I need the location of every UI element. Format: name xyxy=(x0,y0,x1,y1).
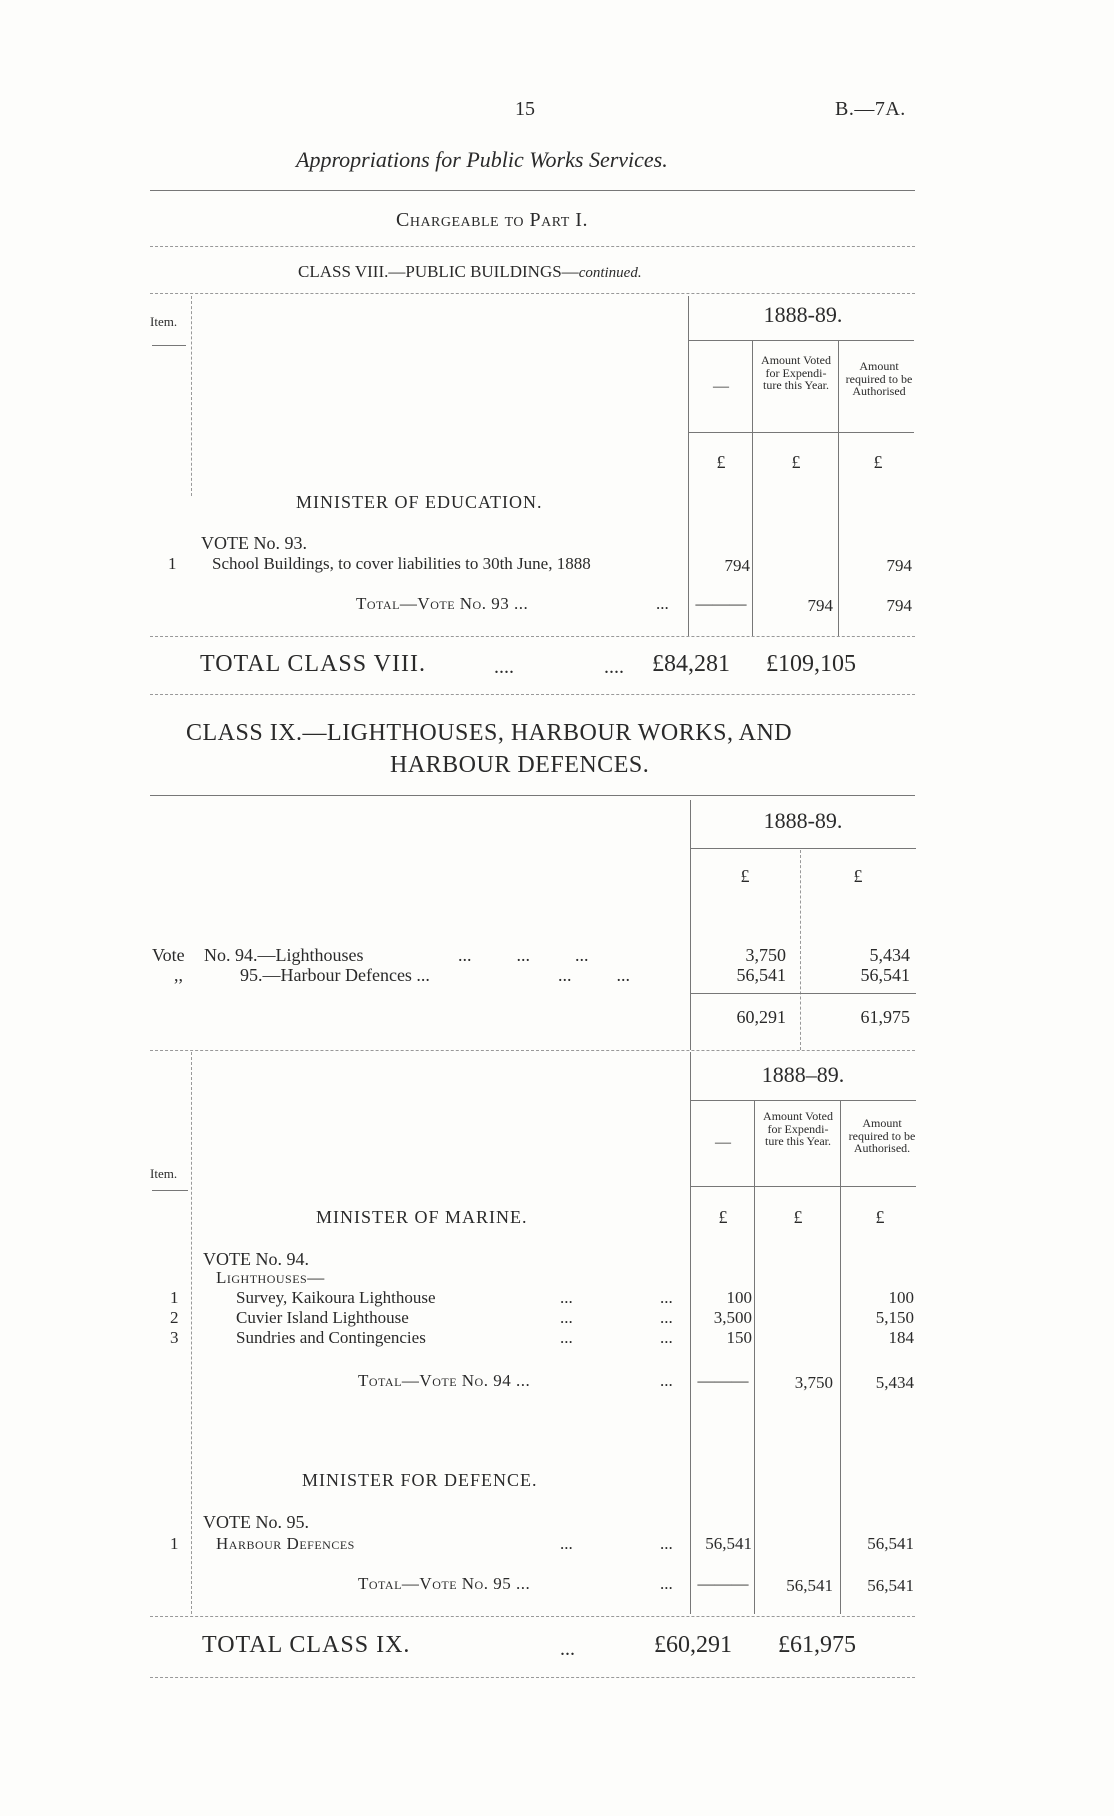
year-header: 1888-89. xyxy=(763,302,843,327)
summary-total-voted: 60,291 xyxy=(736,1007,786,1027)
voted-total: 56,541 xyxy=(786,1576,833,1595)
vote-prefix: Vote xyxy=(152,945,185,965)
divider xyxy=(690,848,916,849)
dash-column-value: 3,500 xyxy=(713,1308,752,1327)
minister-heading: MINISTER FOR DEFENCE. xyxy=(302,1470,538,1490)
vote-label: VOTE No. 94. xyxy=(203,1249,309,1269)
class-viii-total-label: TOTAL CLASS VIII. xyxy=(200,651,426,677)
required-value: 100 xyxy=(888,1288,914,1307)
leader-dots: ... xyxy=(660,1371,673,1390)
column-rule xyxy=(191,296,192,496)
year-header: 1888-89. xyxy=(763,808,843,833)
leader-dots: ... xyxy=(660,1288,673,1307)
column-rule xyxy=(752,340,753,636)
required-column-header: Amount required to be Authorised xyxy=(845,359,913,398)
dash-column-total: ——— xyxy=(697,1371,749,1390)
vote-description: 95.—Harbour Defences ... xyxy=(240,965,430,985)
required-value: 56,541 xyxy=(867,1534,914,1553)
column-rule xyxy=(754,1100,755,1614)
pound-sign: £ xyxy=(740,866,750,886)
vote-amount-required: 56,541 xyxy=(860,965,910,985)
continued-label: continued. xyxy=(578,265,642,281)
vote-label: VOTE No. 95. xyxy=(203,1512,309,1532)
dash-column-value: 150 xyxy=(726,1328,752,1347)
pound-sign: £ xyxy=(791,452,801,472)
document-reference: B.—7A. xyxy=(835,98,906,120)
dash-column-header: — xyxy=(715,1134,731,1151)
item-number: 2 xyxy=(170,1308,179,1327)
vote-total-label: Total—Vote No. 94 ... xyxy=(358,1371,531,1390)
divider xyxy=(690,993,916,994)
column-rule xyxy=(838,340,839,636)
divider xyxy=(150,293,915,294)
divider xyxy=(150,1677,915,1678)
item-description: Cuvier Island Lighthouse xyxy=(236,1308,409,1327)
item-number: 1 xyxy=(168,554,177,573)
leader-dots: ... xyxy=(560,1328,573,1347)
class-ix-total-voted: £60,291 xyxy=(654,1632,732,1658)
leader-dots: .... xyxy=(604,656,624,678)
vote-total-label: Total—Vote No. 95 ... xyxy=(358,1574,531,1593)
pound-sign: £ xyxy=(853,866,863,886)
class-viii-heading xyxy=(298,262,642,282)
voted-column-header: Amount Voted for Expendi- ture this Year. xyxy=(763,1109,833,1148)
chargeable-heading: Chargeable to Part I. xyxy=(396,209,588,231)
required-total: 5,434 xyxy=(875,1373,914,1392)
vote-amount-voted: 56,541 xyxy=(736,965,786,985)
required-value: 184 xyxy=(888,1328,914,1347)
vote-total-label: Total—Vote No. 93 ... xyxy=(356,594,529,613)
item-description: Harbour Defences xyxy=(216,1534,355,1553)
pound-sign: £ xyxy=(793,1207,803,1227)
divider xyxy=(150,1616,915,1617)
required-total: 794 xyxy=(886,596,912,615)
required-value: 794 xyxy=(886,556,912,575)
divider xyxy=(688,340,914,341)
required-column-header: Amount required to be Authorised. xyxy=(848,1116,916,1155)
item-column-header: Item. xyxy=(150,1166,178,1181)
required-value: 5,150 xyxy=(875,1308,914,1327)
pound-sign: £ xyxy=(873,452,883,472)
page-number: 15 xyxy=(515,98,535,120)
divider xyxy=(150,1050,915,1051)
item-number: 1 xyxy=(170,1288,179,1307)
divider xyxy=(690,1100,916,1101)
leader-dots: ... ... xyxy=(558,965,630,985)
item-number: 3 xyxy=(170,1328,179,1347)
item-description: Sundries and Contingencies xyxy=(236,1328,426,1347)
year-header: 1888–89. xyxy=(761,1062,845,1087)
class-ix-heading: CLASS IX.—LIGHTHOUSES, HARBOUR WORKS, AND xyxy=(186,720,793,746)
divider xyxy=(690,1186,916,1187)
divider xyxy=(688,432,914,433)
leader-dots: ... xyxy=(560,1308,573,1327)
leader-dots: ... xyxy=(560,1638,575,1660)
dash-column-value: 100 xyxy=(726,1288,752,1307)
column-rule xyxy=(690,800,691,1050)
divider xyxy=(152,1190,188,1191)
minister-heading: MINISTER OF EDUCATION. xyxy=(296,492,543,512)
divider xyxy=(150,795,915,796)
dash-column-value: 56,541 xyxy=(705,1534,752,1553)
class-ix-total-required: £61,975 xyxy=(778,1632,856,1658)
vote-prefix: ,, xyxy=(174,965,183,985)
divider xyxy=(150,694,915,695)
divider xyxy=(152,345,186,346)
class-ix-heading-line2: HARBOUR DEFENCES. xyxy=(390,752,650,778)
column-rule xyxy=(840,1100,841,1614)
leader-dots: ... xyxy=(560,1534,573,1553)
leader-dots: .... xyxy=(494,656,514,678)
class-ix-total-label: TOTAL CLASS IX. xyxy=(202,1632,411,1658)
leader-dots: ... xyxy=(660,1574,673,1593)
item-description: Survey, Kaikoura Lighthouse xyxy=(236,1288,436,1307)
divider xyxy=(150,636,915,637)
column-rule xyxy=(800,850,801,1050)
class-viii-total-voted: £84,281 xyxy=(652,651,730,677)
page-title: Appropriations for Public Works Services. xyxy=(296,147,668,172)
pound-sign: £ xyxy=(716,452,726,472)
pound-sign: £ xyxy=(875,1207,885,1227)
dash-column-total: ——— xyxy=(697,1574,749,1593)
voted-total: 794 xyxy=(807,596,833,615)
item-number: 1 xyxy=(170,1534,179,1553)
summary-total-required: 61,975 xyxy=(860,1007,910,1027)
pound-sign: £ xyxy=(718,1207,728,1227)
column-rule xyxy=(690,1052,691,1614)
vote-description: No. 94.—Lighthouses xyxy=(204,945,364,965)
item-column-header: Item. xyxy=(150,314,178,329)
leader-dots: ... xyxy=(660,1328,673,1347)
divider xyxy=(150,246,915,247)
leader-dots: ... ... ... xyxy=(458,945,589,965)
sub-heading: Lighthouses— xyxy=(216,1268,325,1287)
minister-heading: MINISTER OF MARINE. xyxy=(316,1207,528,1227)
class-viii-total-required: £109,105 xyxy=(766,651,856,677)
divider xyxy=(150,190,915,191)
vote-amount-required: 5,434 xyxy=(869,945,910,965)
column-rule xyxy=(688,296,689,636)
leader-dots: ... xyxy=(560,1288,573,1307)
column-rule xyxy=(191,1052,192,1614)
required-total: 56,541 xyxy=(867,1576,914,1595)
item-description: School Buildings, to cover liabilities to 30th June, 1888 xyxy=(212,554,591,573)
leader-dots: ... xyxy=(660,1534,673,1553)
dash-column-value: 794 xyxy=(724,556,750,575)
vote-label: VOTE No. 93. xyxy=(201,533,307,553)
voted-column-header: Amount Voted for Expendi- ture this Year. xyxy=(761,353,831,392)
vote-amount-voted: 3,750 xyxy=(745,945,786,965)
leader-dots: ... xyxy=(656,594,669,613)
class-heading-text: CLASS VIII.—PUBLIC BUILDINGS— xyxy=(298,262,579,281)
dash-column-total: ——— xyxy=(695,594,747,613)
leader-dots: ... xyxy=(660,1308,673,1327)
voted-total: 3,750 xyxy=(794,1373,833,1392)
dash-column-header: — xyxy=(713,378,729,395)
